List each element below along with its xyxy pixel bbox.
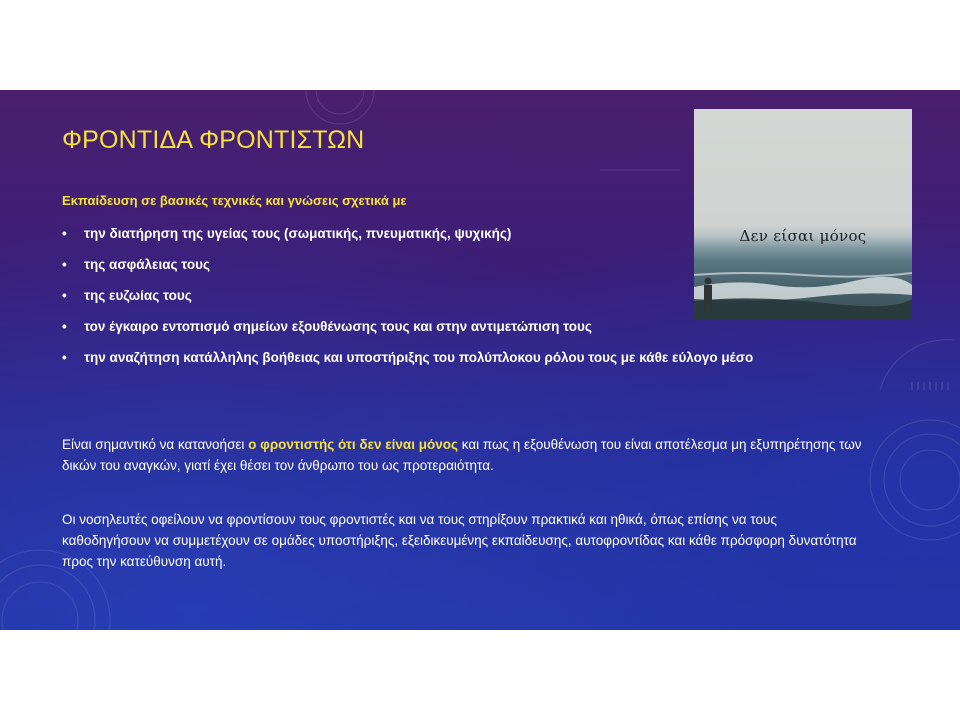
photo-caption: Δεν είσαι μόνος: [739, 227, 867, 245]
bullet-icon: •: [62, 350, 67, 365]
sea-figure-illustration: [694, 109, 912, 320]
sea-photo: [694, 109, 912, 320]
bullet-text: της ασφάλειας τους: [84, 257, 211, 272]
paragraph-carer-not-alone: [62, 434, 862, 476]
bullet-icon: •: [62, 257, 67, 272]
paragraph1-before: Είναι σημαντικό να κατανοήσει: [62, 437, 249, 452]
bullet-text: τον έγκαιρο εντοπισμό σημείων εξουθένωσης τους και στην αντιμετώπιση τους: [84, 319, 592, 334]
list-item: [62, 317, 852, 337]
bullet-text: την διατήρηση της υγείας τους (σωματικής, πνευματικής, ψυχικής): [84, 226, 512, 241]
slide: [0, 90, 960, 630]
bullet-icon: •: [62, 319, 67, 334]
intro-text: Εκπαίδευση σε βασικές τεχνικές και γνώσεις σχετικά με: [62, 193, 407, 208]
bullet-text: της ευζωίας τους: [84, 288, 192, 303]
bullet-text: την αναζήτηση κατάλληλης βοήθειας και υποστήριξης του πολύπλοκου ρόλου τους με κάθε εύλογο μέσο: [84, 350, 754, 365]
bullet-icon: •: [62, 226, 67, 241]
bullet-icon: •: [62, 288, 67, 303]
slide-title: ΦΡΟΝΤΙΔΑ ΦΡΟΝΤΙΣΤΩΝ: [62, 126, 365, 154]
list-item: [62, 348, 852, 368]
paragraph1-after: και πως η εξουθένωση του είναι αποτέλεσμα μη εξυπηρέτησης των δικών του αναγκών, γιατί έχει θέσει τον άνθρωπο του ως προτεραιότητα.: [62, 437, 862, 473]
paragraph1-highlight: ο φροντιστής ότι δεν είναι μόνος: [248, 437, 458, 452]
paragraph-nurses-role: Οι νοσηλευτές οφείλουν να φροντίσουν τους φροντιστές και να τους στηρίξουν πρακτικά και ηθικά, όπως επίσης να τους καθοδηγήσουν να συμμετέχουν σε ομάδες υποστήριξης, εξειδικευμένης εκπαίδευσης, αυτοφροντίδας και κάθε πρόσφορη δυνατότητα προς την κατεύθυνση αυτή.: [62, 512, 857, 569]
